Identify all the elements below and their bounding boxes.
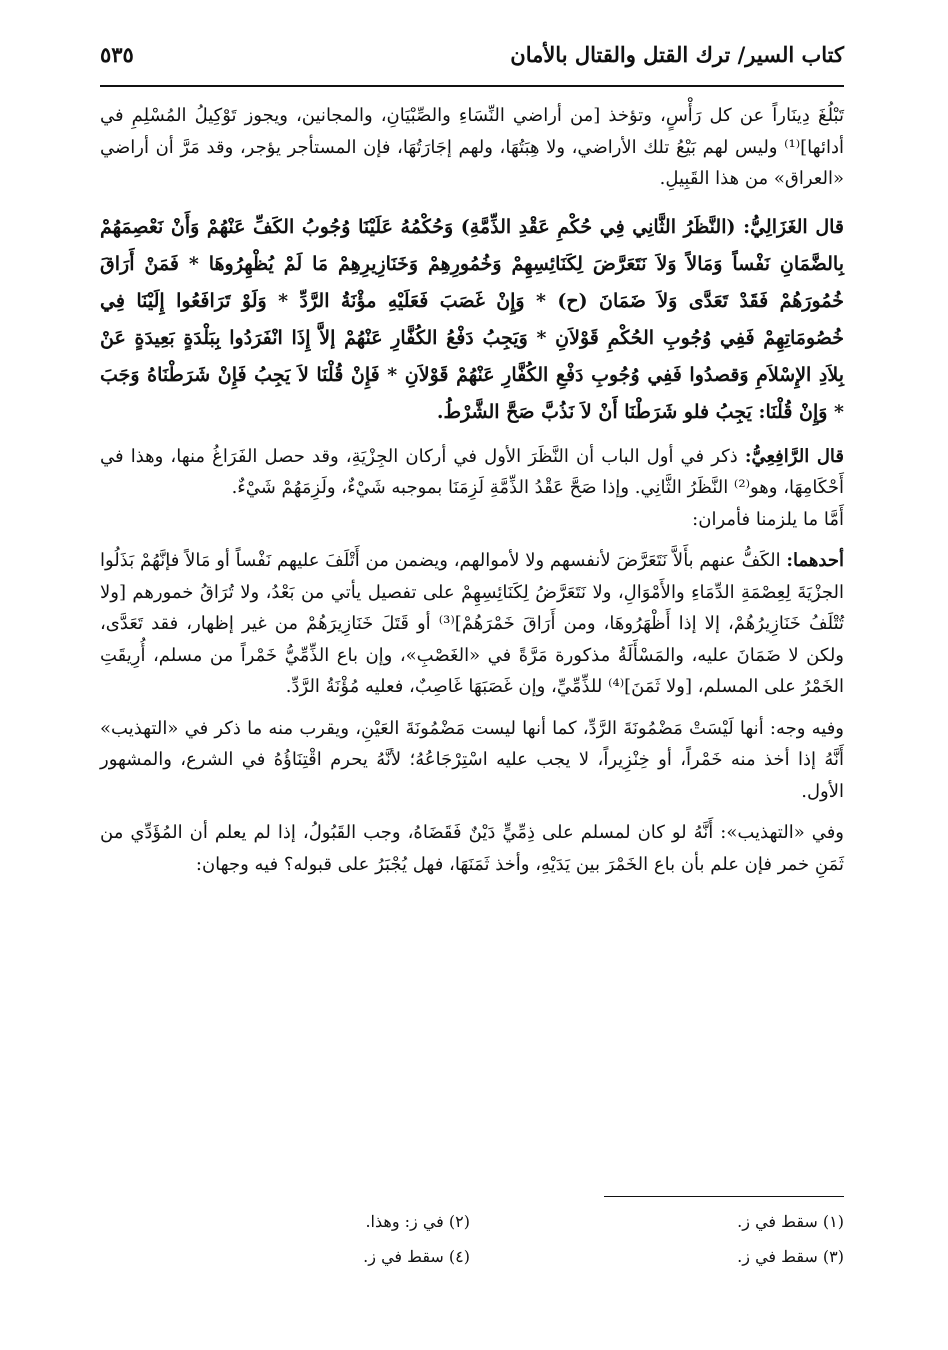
footnote-2: (٢) في ز: وهذا. [365, 1212, 470, 1231]
intro-paragraph: تَبْلُغَ دِينَاراً عن كل رَأْسٍ، وتؤخذ [من أراضي النِّسَاءِ والصِّبْيَانِ، والمجانين، ويجوز تَوْكِيلُ المُسْلِمِ في أدائها]⁽¹⁾ وليس لهم بَيْعُ تلك الأراضي، ولا هِبَتُهَا، ولهم إجَارَتُهَا، فإن المستأجر يؤجر، وقد مَرَّ أن أراضي «العراق» من هذا القَبِيلِ. [100, 105, 844, 189]
rafii-text: ذكر في أول الباب أن النَّظَرَ الأول في أركان الجِزْيَةِ، وقد حصل الفَرَاغُ منها، وهذا في أَحْكَامِهَا، وهو⁽²⁾ النَّظَرُ الثَّانِي. وإذا صَحَّ عَقْدُ الذِّمَّةِ لَزِمَنَا بموجبه شَيْءٌ، ولَزِمَهُمْ شَيْءٌ. [100, 445, 844, 498]
ghazali-paragraph [100, 209, 844, 431]
running-title: كتاب السير/ ترك القتل والقتال بالأمان [510, 42, 844, 67]
footnote-4: (٤) سقط في ز. [363, 1247, 470, 1266]
footnote-divider [604, 1196, 844, 1197]
first-text: الكَفُّ عنهم بأَلاَّ نَتَعَرَّضَ لأنفسهم ولا لأموالهم، ويضمن من أَتْلَفَ عليهم نَفْساً أو مَالاً فإنَّهُمْ بَذَلُوا الجزْيَةَ لِعِصْمَةِ الدِّمَاءِ والأَمْوَالِ، ولا نَتَعَرَّضُ لِكَنَائِسِهِمْ على تفصيل يأتي من بَعْدُ، ولا تُرَاقُ خمورهم [ولا تُتْلَفُ خَنَازِيرُهُمْ، إلا إذا أَظْهَرُوهَا، ومن أَرَاقَ خَمْرَهُمْ]⁽³⁾ أو قَتَلَ خَنَازِيرَهُمْ من غير إظهار، فقد تَعَدَّى، ولكن لا ضَمَانَ عليه، والمَسْأَلَةُ مذكورة مَرَّةً في «الغَصْبِ»، وإن باع الذِّمِّيُّ خَمْراً من مسلم، أُرِيقَتِ الخَمْرُ على المسلم، [ولا ثَمَنَ]⁽⁴⁾ للذِّمِّيِّ، وإن غَصَبَهَا غَاصِبٌ، فعليه مُؤْنَةُ الرَّدِّ. [100, 550, 845, 697]
tahdhib-paragraph: وفي «التهذيب»: أَنَّهُ لو كان لمسلم على ذِمِّيٍّ دَيْنٌ فَقَضَاهُ، وجب القَبُولُ، إذا لم يعلم أن المُؤَدِّي من ثَمَنِ خمر فإن علم بأن باع الخَمْرَ بين يَدَيْهِ، وأخذ ثَمَنَهَا، فهل يُجْبَرُ على قبوله؟ فيه وجهان: [100, 822, 844, 875]
rafii-label: قال الرَّافِعِيُّ: [744, 445, 844, 467]
footnote-1: (١) سقط في ز. [737, 1212, 844, 1231]
first-label: أحدهما: [786, 550, 844, 571]
page-number: ٥٣٥ [100, 42, 134, 67]
first-paragraph [100, 545, 844, 703]
main-text [100, 100, 844, 880]
wajh-paragraph: وفيه وجه: أنها لَيْسَتْ مَضْمُونَةَ الرَّدِّ، كما أنها ليست مَضْمُونَةَ العَيْنِ، ويقرب منه ما ذكر في «التهذيب» أَنَّهُ إذا أخذ منه خَمْراً، أو خِنْزِيراً، لا يجب عليه اسْتِرْجَاعُهُ؛ لأنَّهُ يحرم اقْتِنَاؤُهُ في الشرع، والمشهور الأول. [100, 717, 844, 802]
ghazali-label: قال الغَزَالِيُّ: [743, 215, 844, 238]
header-divider [100, 85, 844, 87]
ghazali-text: (النَّظَرُ الثَّانِي فِي حُكْمِ عَقْدِ الذِّمَّةِ) وَحُكْمُهُ عَلَيْنَا وُجُوبُ الكَفِّ عَنْهُمْ وَأَنْ نَعْصِمَهُمْ بِالضَّمَانِ نَفْساً وَمَالاً وَلاَ نَتَعَرَّضَ لِكَنَائِسِهِمْ وَخُمُورِهِمْ وَخَنَازِيرِهِمْ مَا لَمْ يُظْهِرُوهَا * فَمَنْ أَرَاقَ خُمُورَهُمْ فَقَدْ تَعَدَّى وَلاَ ضَمَانَ (ح) * وَإِنْ غَصَبَ فَعَلَيْهِ مؤْنَةُ الرَّدِّ * وَلَوْ تَرَافَعُوا إِلَيْنَا فِي خُصُومَاتِهِمْ فَفِي وُجُوبِ الحُكْمِ قَوْلاَنِ * وَيَجِبُ دَفْعُ الكُفَّارِ عَنْهُمْ إلاَّ إِذَا انْفَرَدُوا بِبَلْدَةٍ بَعِيدَةٍ عَنْ بِلاَدِ الإِسْلاَمِ وَقصدُوا فَفِي وُجُوبِ دَفْعِ الكُفَّارِ عَنْهُمْ قَوْلاَنِ * فَإِنْ قُلْنَا لاَ يَجِبُ فَإِنْ شَرَطْنَاهُ وَجَبَ * وَإِنْ قُلْنَا: يَجِبُ فلو شَرَطْنَا أَنْ لاَ نَذُبَّ صَحَّ الشَّرْطُ. [100, 215, 844, 423]
running-header [100, 38, 844, 78]
rafii-paragraph [100, 441, 844, 504]
footnote-3: (٣) سقط في ز. [737, 1247, 844, 1266]
amma-paragraph: أَمَّا ما يلزمنا فأمران: [692, 508, 844, 530]
